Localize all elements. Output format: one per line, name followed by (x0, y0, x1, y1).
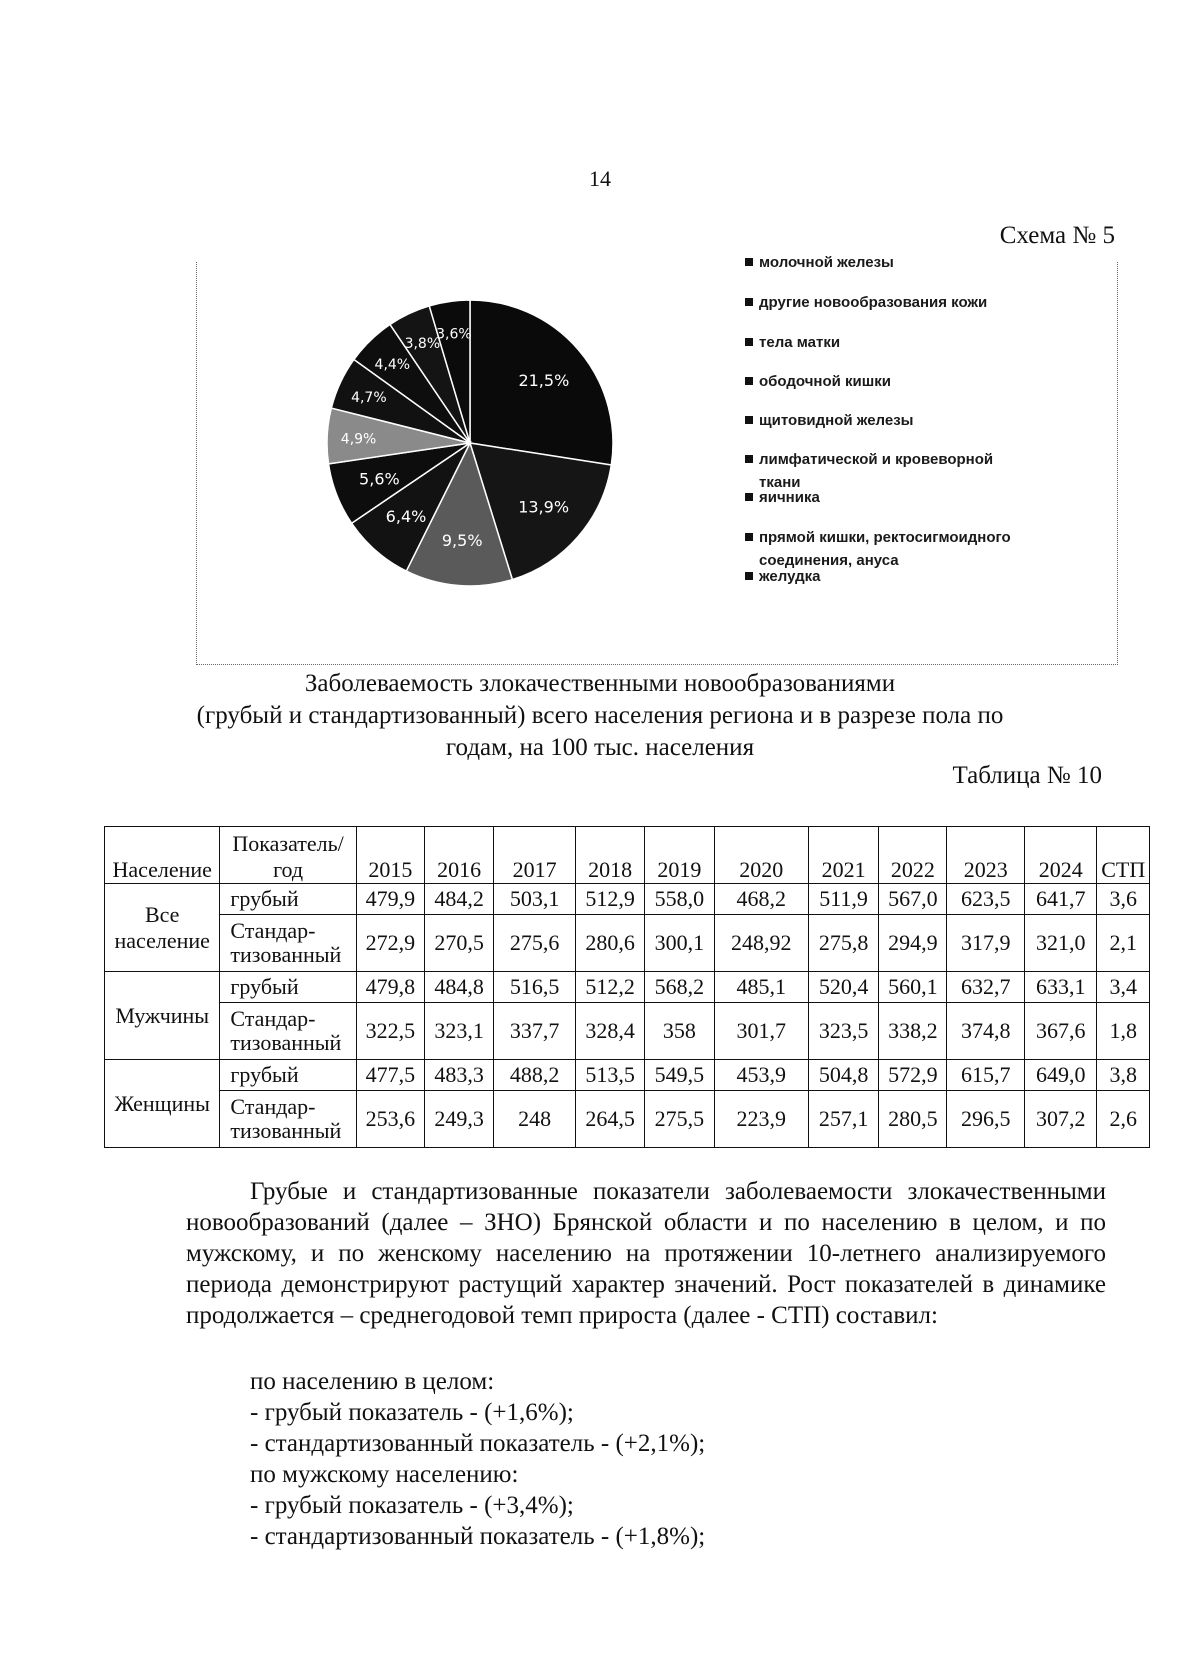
legend-item (745, 486, 1105, 509)
pie-slice-label: 6,4% (385, 507, 427, 527)
legend-item (745, 370, 1105, 393)
header-year: 2018 (576, 827, 645, 884)
table-cell: 484,8 (424, 972, 493, 1003)
legend-marker-icon (745, 533, 753, 541)
legend-label: ободочной кишки (759, 373, 891, 390)
page-number: 14 (589, 166, 611, 191)
legend-marker-icon (745, 493, 753, 501)
indicator-cell: грубый (220, 972, 356, 1003)
header-year: 2023 (947, 827, 1025, 884)
table-cell: 512,9 (576, 884, 645, 915)
list-item: - грубый показатель - (+3,4%); (250, 1492, 574, 1519)
pie-slice-label: 4,7% (351, 389, 387, 406)
legend-item (745, 291, 1105, 314)
table-cell: 296,5 (947, 1091, 1025, 1148)
table-row (105, 915, 1150, 972)
header-year: 2020 (714, 827, 808, 884)
legend-label-continued: соединения, ануса (759, 552, 899, 569)
table-header-row (105, 827, 1150, 884)
legend-marker-icon (745, 416, 753, 424)
legend-label: щитовидной железы (759, 412, 914, 429)
table-row (105, 884, 1150, 915)
legend-marker-icon (745, 338, 753, 346)
table-cell: 321,0 (1025, 915, 1097, 972)
table-cell: 3,4 (1097, 972, 1150, 1003)
population-group: Мужчины (105, 972, 220, 1060)
table-cell: 503,1 (494, 884, 576, 915)
table-cell: 504,8 (808, 1060, 878, 1091)
body-paragraph-block (186, 1176, 1106, 1331)
table-cell: 248,92 (714, 915, 808, 972)
pie-slice-label: 3,6% (436, 326, 472, 343)
caption-line: годам, на 100 тыс. населения (445, 734, 755, 761)
table-cell: 479,8 (356, 972, 424, 1003)
table-cell: 512,2 (576, 972, 645, 1003)
body-paragraph: Грубые и стандартизованные показатели заболеваемости злокачественными новообразований (далее – ЗНО) Брянской области и по населению в целом, и по мужскому, и по женскому населению на протяжении 10-летнего анализируемого периода демонстрируют растущий характер значений. Рост показателей в динамике продолжается – среднегодовой темп прироста (далее - СТП) составил: (186, 1178, 1106, 1329)
table-cell: 623,5 (947, 884, 1025, 915)
table-label: Таблица № 10 (952, 762, 1102, 789)
header-year: 2015 (356, 827, 424, 884)
table-cell: 272,9 (356, 915, 424, 972)
table-cell: 253,6 (356, 1091, 424, 1148)
indicator-cell: грубый (220, 1060, 356, 1091)
legend-label: молочной железы (759, 254, 894, 271)
table-cell: 3,6 (1097, 884, 1150, 915)
table-cell: 257,1 (808, 1091, 878, 1148)
table-row (105, 972, 1150, 1003)
table-cell: 322,5 (356, 1003, 424, 1060)
table-cell: 338,2 (879, 1003, 947, 1060)
table-cell: 301,7 (714, 1003, 808, 1060)
growth-list (250, 1366, 705, 1552)
pie-slice-label: 21,5% (518, 370, 570, 390)
indicator-cell: грубый (220, 884, 356, 915)
legend-label: яичника (759, 489, 820, 506)
table-cell: 558,0 (645, 884, 714, 915)
table-cell: 1,8 (1097, 1003, 1150, 1060)
table-row (105, 1003, 1150, 1060)
legend-label: лимфатической и кровеворной (759, 451, 994, 468)
table-cell: 484,2 (424, 884, 493, 915)
pie-slice-label: 4,9% (340, 431, 377, 448)
pie-slice-label: 13,9% (518, 497, 570, 517)
table-cell: 280,5 (879, 1091, 947, 1148)
legend-item (745, 409, 1105, 432)
population-group: Женщины (105, 1060, 220, 1148)
table-cell: 2,1 (1097, 915, 1150, 972)
table-cell: 280,6 (576, 915, 645, 972)
table-cell: 317,9 (947, 915, 1025, 972)
table-cell: 248 (494, 1091, 576, 1148)
list-item: - стандартизованный показатель - (+2,1%); (250, 1430, 706, 1457)
table-cell: 264,5 (576, 1091, 645, 1148)
table-cell: 323,5 (808, 1003, 878, 1060)
table-cell: 275,8 (808, 915, 878, 972)
table-cell: 649,0 (1025, 1060, 1097, 1091)
header-year: 2021 (808, 827, 878, 884)
indicator-cell: Стандар-тизованный (220, 1091, 356, 1148)
legend-label-continued: ткани (759, 474, 801, 491)
legend-marker-icon (745, 572, 753, 580)
table-cell: 275,6 (494, 915, 576, 972)
table-cell: 488,2 (494, 1060, 576, 1091)
table-caption (160, 668, 1040, 764)
table-cell: 3,8 (1097, 1060, 1150, 1091)
pie-slice-label: 5,6% (359, 469, 400, 489)
table-cell: 453,9 (714, 1060, 808, 1091)
legend-label: прямой кишки, ректосигмоидного (759, 529, 1011, 546)
table-cell: 633,1 (1025, 972, 1097, 1003)
legend-marker-icon (745, 455, 753, 463)
incidence-table (104, 826, 1150, 1148)
legend-item (745, 251, 1105, 274)
table-cell: 615,7 (947, 1060, 1025, 1091)
list-item: по населению в целом: (250, 1368, 495, 1395)
caption-line: Заболеваемость злокачественными новообразованиями (304, 670, 896, 697)
header-year: СТП (1097, 827, 1150, 884)
pie-slice-label: 3,8% (404, 336, 441, 353)
table-cell: 632,7 (947, 972, 1025, 1003)
pie-chart (325, 298, 615, 588)
legend-marker-icon (745, 298, 753, 306)
header-year: 2019 (645, 827, 714, 884)
table-cell: 641,7 (1025, 884, 1097, 915)
table-cell: 337,7 (494, 1003, 576, 1060)
table-cell: 511,9 (808, 884, 878, 915)
table-cell: 568,2 (645, 972, 714, 1003)
table-cell: 249,3 (424, 1091, 493, 1148)
legend-label: тела матки (759, 334, 841, 351)
caption-line: (грубый и стандартизованный) всего населения региона и в разрезе пола по (196, 702, 1004, 729)
legend-marker-icon (745, 258, 753, 266)
table-cell: 275,5 (645, 1091, 714, 1148)
population-group: Все население (105, 884, 220, 972)
header-indicator: Показатель/ год (220, 827, 356, 884)
header-year: 2017 (494, 827, 576, 884)
header-year: 2016 (424, 827, 493, 884)
table-cell: 560,1 (879, 972, 947, 1003)
table-cell: 2,6 (1097, 1091, 1150, 1148)
table-cell: 516,5 (494, 972, 576, 1003)
table-cell: 483,3 (424, 1060, 493, 1091)
table-cell: 468,2 (714, 884, 808, 915)
table-cell: 294,9 (879, 915, 947, 972)
table-cell: 307,2 (1025, 1091, 1097, 1148)
table-cell: 358 (645, 1003, 714, 1060)
pie-chart-frame (196, 254, 1118, 665)
table-cell: 485,1 (714, 972, 808, 1003)
table-cell: 300,1 (645, 915, 714, 972)
table-cell: 477,5 (356, 1060, 424, 1091)
table-cell: 520,4 (808, 972, 878, 1003)
table-cell: 479,9 (356, 884, 424, 915)
table-cell: 549,5 (645, 1060, 714, 1091)
list-item: - стандартизованный показатель - (+1,8%); (250, 1523, 706, 1550)
header-year: 2024 (1025, 827, 1097, 884)
list-item: по мужскому населению: (250, 1461, 519, 1488)
header-year: 2022 (879, 827, 947, 884)
indicator-cell: Стандар-тизованный (220, 915, 356, 972)
table-cell: 328,4 (576, 1003, 645, 1060)
legend-label: желудка (759, 568, 821, 585)
table-cell: 367,6 (1025, 1003, 1097, 1060)
table-cell: 223,9 (714, 1091, 808, 1148)
indicator-cell: Стандар-тизованный (220, 1003, 356, 1060)
table-cell: 572,9 (879, 1060, 947, 1091)
table-cell: 513,5 (576, 1060, 645, 1091)
table-cell: 567,0 (879, 884, 947, 915)
legend-label: другие новообразования кожи (759, 294, 988, 311)
scheme-label: Схема № 5 (999, 222, 1115, 249)
pie-slice-label: 9,5% (441, 530, 483, 550)
table-row (105, 1060, 1150, 1091)
table-cell: 323,1 (424, 1003, 493, 1060)
table-row (105, 1091, 1150, 1148)
header-population: Население (105, 827, 220, 884)
legend-item (745, 331, 1105, 354)
list-item: - грубый показатель - (+1,6%); (250, 1399, 574, 1426)
table-cell: 270,5 (424, 915, 493, 972)
legend-marker-icon (745, 377, 753, 385)
legend-item (745, 565, 1105, 588)
pie-slice-label: 4,4% (374, 356, 411, 373)
table-cell: 374,8 (947, 1003, 1025, 1060)
